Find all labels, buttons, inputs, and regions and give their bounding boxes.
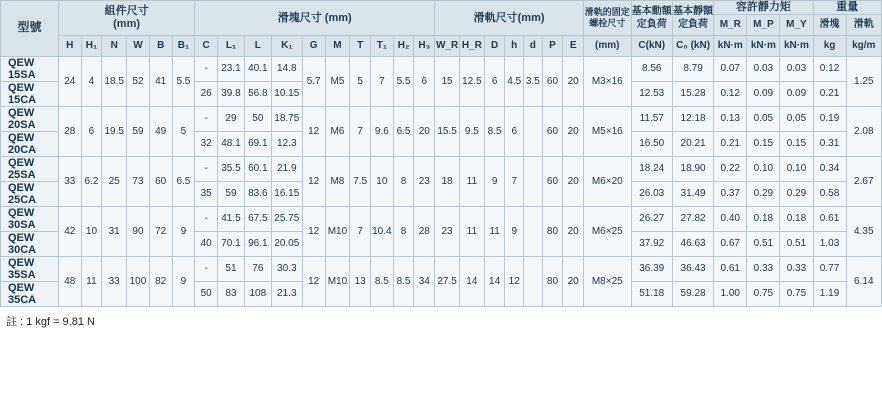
cell-d <box>524 256 543 306</box>
cell-MY: 0.33 <box>780 256 813 281</box>
cell-static: 12.18 <box>672 106 713 131</box>
cell-W: 59 <box>127 106 150 156</box>
cell-static: 27.82 <box>672 206 713 231</box>
table-row <box>1 106 882 131</box>
table-row <box>1 256 882 281</box>
cell-H1: 6.2 <box>81 156 102 206</box>
cell-static: 36.43 <box>672 256 713 281</box>
header-sub-N: N <box>102 35 127 56</box>
cell-model: QEW 20SA <box>1 106 59 131</box>
table-row <box>1 56 882 81</box>
header-group-dynamic: 基本動額定負荷 <box>631 1 672 36</box>
cell-WR: 15 <box>435 56 460 106</box>
cell-MY: 0.51 <box>780 231 813 256</box>
cell-N: 19.5 <box>102 106 127 156</box>
cell-B1: 5 <box>172 106 195 156</box>
cell-H2: 8 <box>393 206 414 256</box>
cell-B1: 6.5 <box>172 156 195 206</box>
cell-bolt: M8×25 <box>584 256 632 306</box>
cell-weight-rail: 2.67 <box>846 156 881 206</box>
cell-MR: 0.40 <box>714 206 747 231</box>
header-sub-dynamic-unit: C(kN) <box>631 35 672 56</box>
header-model: 型號 <box>1 1 59 57</box>
cell-N: 18.5 <box>102 56 127 106</box>
cell-bolt: M3×16 <box>584 56 632 106</box>
header-sub-K1: K₁ <box>271 35 302 56</box>
cell-model: QEW 15SA <box>1 56 59 81</box>
cell-MP: 0.51 <box>747 231 780 256</box>
header-sub-WR: W_R <box>435 35 460 56</box>
cell-M: M6 <box>325 106 350 156</box>
cell-dynamic: 16.50 <box>631 131 672 156</box>
cell-weight-rail: 6.14 <box>846 256 881 306</box>
header-sub-weight-block: 滑塊 <box>813 14 846 35</box>
cell-E: 20 <box>563 206 584 256</box>
cell-T1: 10.4 <box>370 206 393 256</box>
cell-B: 82 <box>149 256 172 306</box>
cell-B1: 5.5 <box>172 56 195 106</box>
cell-dynamic: 8.56 <box>631 56 672 81</box>
header-group-assembly <box>58 1 194 36</box>
header-group-assembly-label: 組件尺寸 <box>104 5 149 18</box>
header-sub-MP: M_P <box>747 14 780 35</box>
cell-G: 12 <box>302 206 325 256</box>
header-sub-C: C <box>195 35 218 56</box>
cell-L1: 51 <box>218 256 245 281</box>
cell-weight-block: 1.19 <box>813 281 846 306</box>
header-sub-H1: H₁ <box>81 35 102 56</box>
cell-weight-block: 0.77 <box>813 256 846 281</box>
cell-B1: 9 <box>172 256 195 306</box>
cell-weight-rail: 2.08 <box>846 106 881 156</box>
cell-H3: 20 <box>414 106 435 156</box>
header-sub-bolt-unit: (mm) <box>584 35 632 56</box>
cell-K1: 30.3 <box>271 256 302 281</box>
cell-model: QEW 25SA <box>1 156 59 181</box>
cell-bolt: M6×25 <box>584 206 632 256</box>
cell-weight-block: 1.03 <box>813 231 846 256</box>
cell-static: 15.28 <box>672 81 713 106</box>
cell-L: 60.1 <box>244 156 271 181</box>
cell-H2: 5.5 <box>393 56 414 106</box>
table-header <box>1 1 882 57</box>
cell-P: 80 <box>542 206 563 256</box>
cell-D: 6 <box>484 56 505 106</box>
footnote: 註 : 1 kgf = 9.81 N <box>6 315 95 328</box>
cell-D: 11 <box>484 206 505 256</box>
cell-K1: 25.75 <box>271 206 302 231</box>
cell-MR: 0.61 <box>714 256 747 281</box>
cell-D: 9 <box>484 156 505 206</box>
cell-dynamic: 11.57 <box>631 106 672 131</box>
header-group-rail: 滑軌尺寸(mm) <box>435 1 584 36</box>
cell-H2: 8 <box>393 156 414 206</box>
cell-L: 96.1 <box>244 231 271 256</box>
cell-MY: 0.05 <box>780 106 813 131</box>
cell-MP: 0.18 <box>747 206 780 231</box>
cell-model: QEW 35SA <box>1 256 59 281</box>
header-sub-G: G <box>302 35 325 56</box>
cell-h: 9 <box>505 206 524 256</box>
cell-model: QEW 25CA <box>1 181 59 206</box>
header-sub-B: B <box>149 35 172 56</box>
cell-C: - <box>195 56 218 81</box>
cell-dynamic: 51.18 <box>631 281 672 306</box>
cell-MP: 0.10 <box>747 156 780 181</box>
cell-N: 31 <box>102 206 127 256</box>
header-sub-MP-unit: kN·m <box>747 35 780 56</box>
cell-L: 40.1 <box>244 56 271 81</box>
header-sub-d: d <box>524 35 543 56</box>
header-sub-static-unit: C₀ (kN) <box>672 35 713 56</box>
header-group-static: 基本靜額定負荷 <box>672 1 713 36</box>
cell-L: 83.6 <box>244 181 271 206</box>
cell-H: 48 <box>58 256 81 306</box>
cell-H1: 4 <box>81 56 102 106</box>
header-group-assembly-unit: (mm) <box>113 17 141 30</box>
cell-weight-block: 0.21 <box>813 81 846 106</box>
cell-MP: 0.09 <box>747 81 780 106</box>
cell-HR: 12.5 <box>459 56 484 106</box>
cell-static: 46.63 <box>672 231 713 256</box>
cell-K1: 20.05 <box>271 231 302 256</box>
cell-C: 35 <box>195 181 218 206</box>
header-sub-T: T <box>350 35 371 56</box>
cell-L1: 83 <box>218 281 245 306</box>
cell-static: 18.90 <box>672 156 713 181</box>
cell-h: 4.5 <box>505 56 524 106</box>
cell-T1: 8.5 <box>370 256 393 306</box>
cell-HR: 9.5 <box>459 106 484 156</box>
cell-C: - <box>195 256 218 281</box>
cell-weight-rail: 1.25 <box>846 56 881 106</box>
cell-T: 7 <box>350 106 371 156</box>
cell-W: 73 <box>127 156 150 206</box>
cell-MR: 0.37 <box>714 181 747 206</box>
cell-MR: 0.13 <box>714 106 747 131</box>
cell-H: 24 <box>58 56 81 106</box>
cell-WR: 18 <box>435 156 460 206</box>
table-row <box>1 206 882 231</box>
cell-T: 5 <box>350 56 371 106</box>
cell-L: 69.1 <box>244 131 271 156</box>
cell-static: 20.21 <box>672 131 713 156</box>
cell-G: 12 <box>302 256 325 306</box>
cell-H: 28 <box>58 106 81 156</box>
cell-model: QEW 15CA <box>1 81 59 106</box>
header-sub-L: L <box>244 35 271 56</box>
cell-L1: 48.1 <box>218 131 245 156</box>
cell-h: 6 <box>505 106 524 156</box>
cell-K1: 12.3 <box>271 131 302 156</box>
cell-T1: 10 <box>370 156 393 206</box>
header-sub-MY: M_Y <box>780 14 813 35</box>
cell-T1: 9.6 <box>370 106 393 156</box>
cell-model: QEW 20CA <box>1 131 59 156</box>
cell-bolt: M6×20 <box>584 156 632 206</box>
cell-L: 56.8 <box>244 81 271 106</box>
cell-weight-block: 0.12 <box>813 56 846 81</box>
cell-WR: 15.5 <box>435 106 460 156</box>
table-body <box>1 56 882 306</box>
cell-E: 20 <box>563 156 584 206</box>
cell-K1: 21.3 <box>271 281 302 306</box>
cell-K1: 10.15 <box>271 81 302 106</box>
cell-K1: 14.8 <box>271 56 302 81</box>
cell-C: - <box>195 206 218 231</box>
cell-T: 7 <box>350 206 371 256</box>
cell-L1: 41.5 <box>218 206 245 231</box>
cell-dynamic: 26.27 <box>631 206 672 231</box>
cell-MP: 0.15 <box>747 131 780 156</box>
cell-MR: 0.12 <box>714 81 747 106</box>
cell-P: 60 <box>542 156 563 206</box>
cell-d <box>524 156 543 206</box>
cell-HR: 14 <box>459 256 484 306</box>
cell-L: 67.5 <box>244 206 271 231</box>
cell-MP: 0.33 <box>747 256 780 281</box>
header-sub-T1: T₁ <box>370 35 393 56</box>
cell-MR: 0.21 <box>714 131 747 156</box>
cell-N: 33 <box>102 256 127 306</box>
cell-B: 60 <box>149 156 172 206</box>
header-sub-h: h <box>505 35 524 56</box>
header-sub-H2: H₂ <box>393 35 414 56</box>
header-sub-weight-rail: 滑軌 <box>846 14 881 35</box>
cell-WR: 27.5 <box>435 256 460 306</box>
cell-model: QEW 30SA <box>1 206 59 231</box>
cell-MR: 1.00 <box>714 281 747 306</box>
header-sub-MR-unit: kN·m <box>714 35 747 56</box>
cell-B: 72 <box>149 206 172 256</box>
cell-H: 33 <box>58 156 81 206</box>
header-group-block: 滑塊尺寸 (mm) <box>195 1 435 36</box>
cell-MY: 0.18 <box>780 206 813 231</box>
header-sub-weight-block-unit: kg <box>813 35 846 56</box>
cell-L1: 39.8 <box>218 81 245 106</box>
cell-weight-block: 0.58 <box>813 181 846 206</box>
cell-T: 7.5 <box>350 156 371 206</box>
cell-MY: 0.29 <box>780 181 813 206</box>
cell-C: 32 <box>195 131 218 156</box>
cell-L1: 29 <box>218 106 245 131</box>
cell-G: 5.7 <box>302 56 325 106</box>
cell-h: 12 <box>505 256 524 306</box>
header-group-weight: 重量 <box>813 1 882 15</box>
cell-model: QEW 30CA <box>1 231 59 256</box>
header-sub-H: H <box>58 35 81 56</box>
cell-H3: 34 <box>414 256 435 306</box>
cell-dynamic: 12.53 <box>631 81 672 106</box>
cell-MY: 0.10 <box>780 156 813 181</box>
cell-M: M8 <box>325 156 350 206</box>
header-sub-P: P <box>542 35 563 56</box>
cell-L1: 70.1 <box>218 231 245 256</box>
header-sub-HR: H_R <box>459 35 484 56</box>
header-group-bolt: 滑軌的固定螺栓尺寸 <box>584 1 632 36</box>
cell-P: 80 <box>542 256 563 306</box>
cell-bolt: M5×16 <box>584 106 632 156</box>
cell-L1: 59 <box>218 181 245 206</box>
cell-D: 8.5 <box>484 106 505 156</box>
cell-G: 12 <box>302 106 325 156</box>
cell-MY: 0.03 <box>780 56 813 81</box>
cell-dynamic: 18.24 <box>631 156 672 181</box>
cell-L1: 35.5 <box>218 156 245 181</box>
header-sub-B1: B₁ <box>172 35 195 56</box>
cell-B: 41 <box>149 56 172 106</box>
header-sub-W: W <box>127 35 150 56</box>
cell-weight-block: 0.31 <box>813 131 846 156</box>
cell-P: 60 <box>542 106 563 156</box>
cell-H3: 6 <box>414 56 435 106</box>
cell-MP: 0.75 <box>747 281 780 306</box>
cell-W: 90 <box>127 206 150 256</box>
cell-MR: 0.07 <box>714 56 747 81</box>
cell-T: 13 <box>350 256 371 306</box>
cell-E: 20 <box>563 106 584 156</box>
cell-static: 31.49 <box>672 181 713 206</box>
cell-H3: 28 <box>414 206 435 256</box>
header-sub-E: E <box>563 35 584 56</box>
cell-weight-block: 0.19 <box>813 106 846 131</box>
cell-d: 3.5 <box>524 56 543 106</box>
header-sub-MR: M_R <box>714 14 747 35</box>
header-sub-MY-unit: kN·m <box>780 35 813 56</box>
cell-B1: 9 <box>172 206 195 256</box>
cell-MR: 0.22 <box>714 156 747 181</box>
cell-B: 49 <box>149 106 172 156</box>
cell-weight-rail: 4.35 <box>846 206 881 256</box>
cell-P: 60 <box>542 56 563 106</box>
cell-W: 52 <box>127 56 150 106</box>
cell-weight-block: 0.61 <box>813 206 846 231</box>
cell-L: 108 <box>244 281 271 306</box>
cell-W: 100 <box>127 256 150 306</box>
cell-T1: 7 <box>370 56 393 106</box>
cell-H1: 10 <box>81 206 102 256</box>
cell-static: 59.28 <box>672 281 713 306</box>
cell-D: 14 <box>484 256 505 306</box>
header-sub-M: M <box>325 35 350 56</box>
cell-dynamic: 26.03 <box>631 181 672 206</box>
header-sub-D: D <box>484 35 505 56</box>
cell-H2: 6.5 <box>393 106 414 156</box>
cell-MP: 0.03 <box>747 56 780 81</box>
cell-K1: 18.75 <box>271 106 302 131</box>
header-group-moment: 容許靜力矩 <box>714 1 813 15</box>
cell-H1: 11 <box>81 256 102 306</box>
cell-dynamic: 37.92 <box>631 231 672 256</box>
cell-model: QEW 35CA <box>1 281 59 306</box>
cell-N: 25 <box>102 156 127 206</box>
header-sub-weight-rail-unit: kg/m <box>846 35 881 56</box>
cell-E: 20 <box>563 56 584 106</box>
cell-dynamic: 36.39 <box>631 256 672 281</box>
cell-WR: 23 <box>435 206 460 256</box>
cell-L: 50 <box>244 106 271 131</box>
cell-d <box>524 206 543 256</box>
cell-G: 12 <box>302 156 325 206</box>
header-sub-L1: L₁ <box>218 35 245 56</box>
cell-MR: 0.67 <box>714 231 747 256</box>
cell-C: 26 <box>195 81 218 106</box>
cell-L1: 23.1 <box>218 56 245 81</box>
cell-HR: 11 <box>459 206 484 256</box>
cell-M: M10 <box>325 256 350 306</box>
cell-K1: 21.9 <box>271 156 302 181</box>
cell-C: - <box>195 106 218 131</box>
cell-H3: 23 <box>414 156 435 206</box>
cell-H1: 6 <box>81 106 102 156</box>
cell-weight-block: 0.34 <box>813 156 846 181</box>
cell-MY: 0.15 <box>780 131 813 156</box>
cell-MY: 0.09 <box>780 81 813 106</box>
cell-h: 7 <box>505 156 524 206</box>
cell-HR: 11 <box>459 156 484 206</box>
cell-C: 50 <box>195 281 218 306</box>
cell-MP: 0.29 <box>747 181 780 206</box>
cell-MY: 0.75 <box>780 281 813 306</box>
cell-E: 20 <box>563 256 584 306</box>
cell-d <box>524 106 543 156</box>
cell-C: - <box>195 156 218 181</box>
table-row <box>1 156 882 181</box>
header-sub-H3: H₃ <box>414 35 435 56</box>
cell-L: 76 <box>244 256 271 281</box>
cell-C: 40 <box>195 231 218 256</box>
cell-K1: 16.15 <box>271 181 302 206</box>
cell-H: 42 <box>58 206 81 256</box>
cell-M: M10 <box>325 206 350 256</box>
cell-static: 8.79 <box>672 56 713 81</box>
cell-M: M5 <box>325 56 350 106</box>
cell-MP: 0.05 <box>747 106 780 131</box>
cell-H2: 8.5 <box>393 256 414 306</box>
